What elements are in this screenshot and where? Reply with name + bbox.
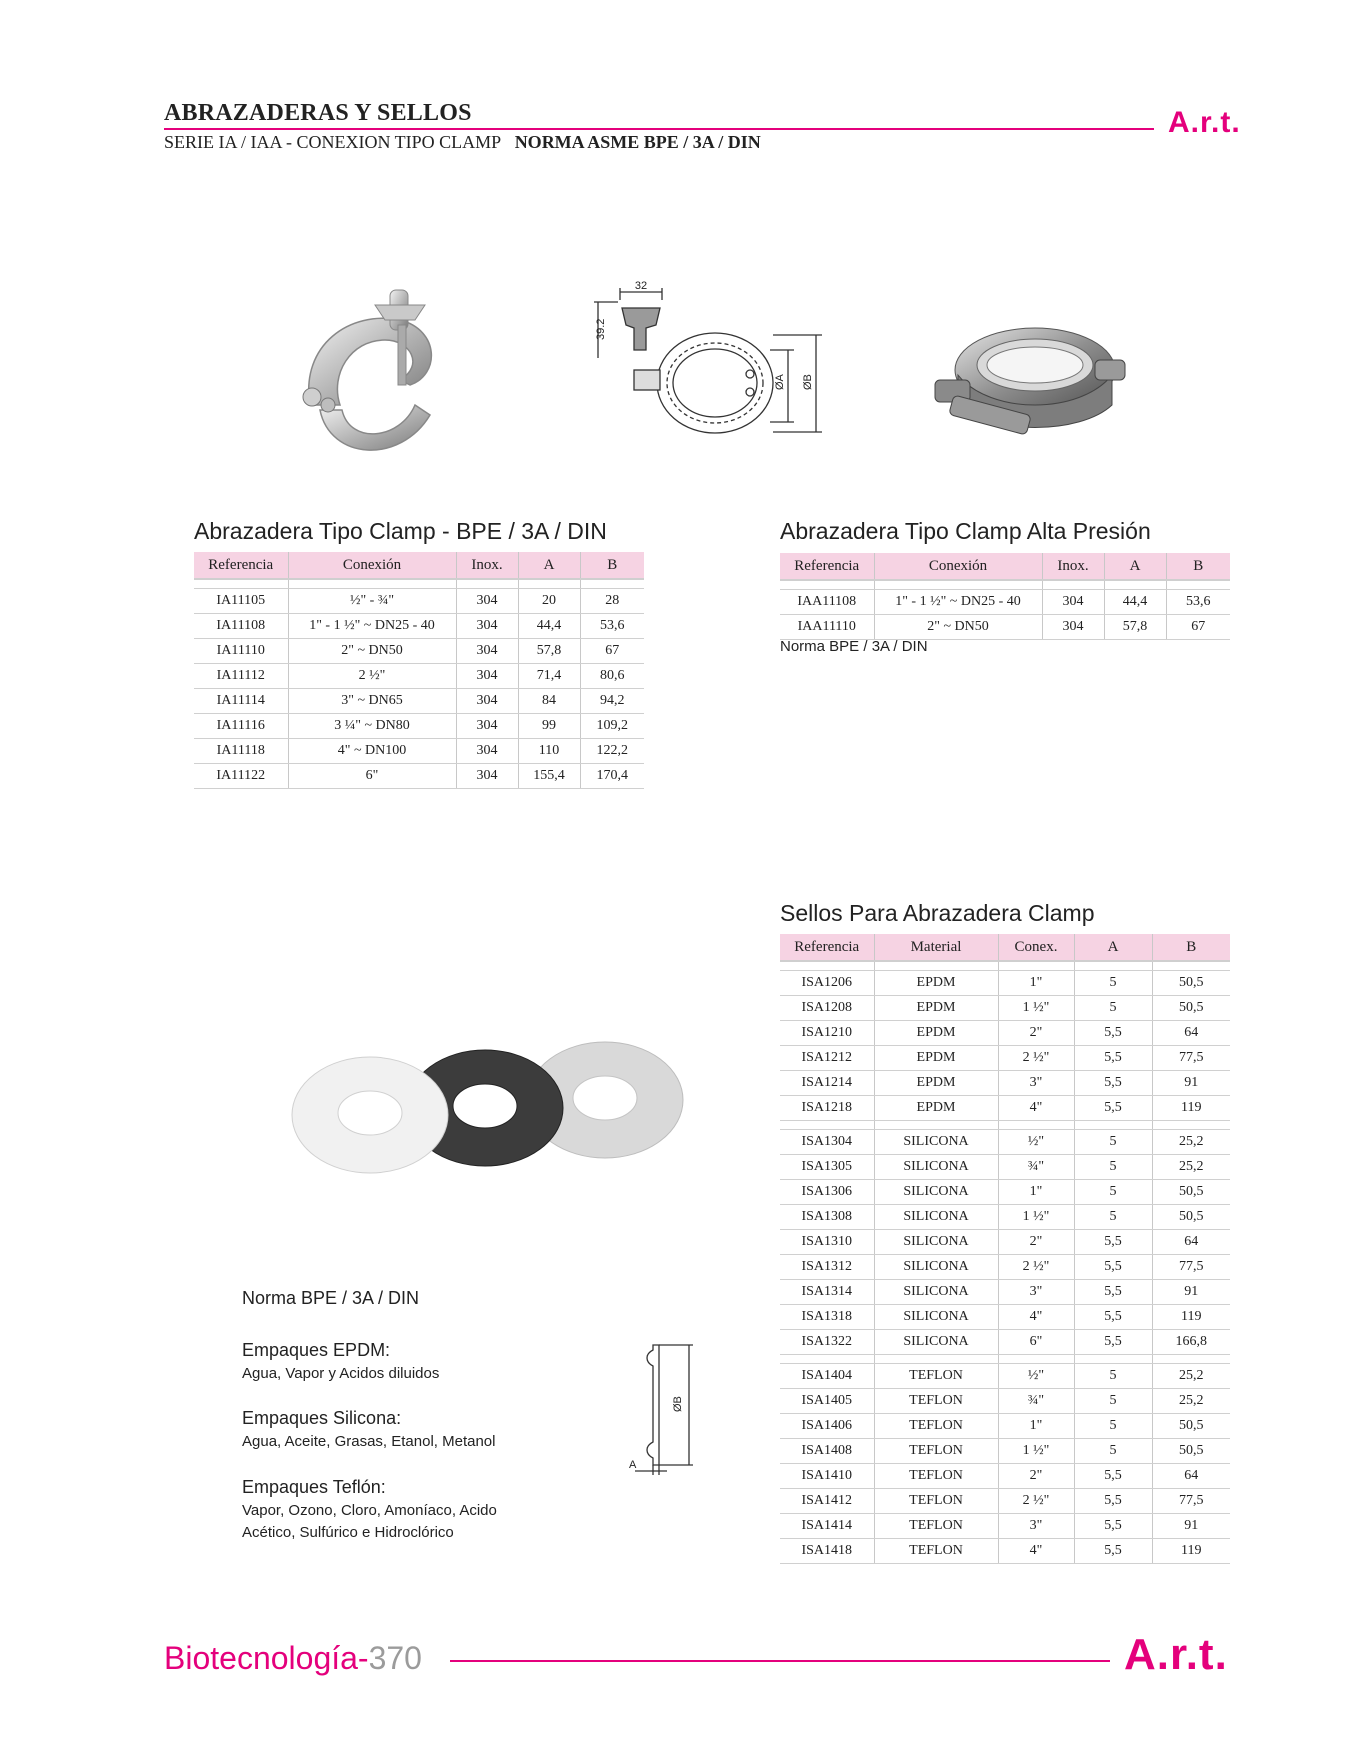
cell: SILICONA [874, 1280, 998, 1305]
cell: 77,5 [1152, 1046, 1230, 1071]
brand-logo: A.r.t. [1168, 106, 1241, 139]
table-row [780, 1539, 1230, 1564]
seal-dim-b-label: ØB [672, 1396, 684, 1412]
table-row [780, 1155, 1230, 1180]
cell: 3" [998, 1280, 1074, 1305]
cell: 2" [998, 1230, 1074, 1255]
cell: ISA1414 [780, 1514, 874, 1539]
col-header: Conexión [874, 553, 1042, 580]
table-row [780, 971, 1230, 996]
cell: 2" [998, 1464, 1074, 1489]
table-spacer-row [780, 580, 1230, 590]
col-header: Referencia [780, 934, 874, 961]
cell: ISA1310 [780, 1230, 874, 1255]
table-row [780, 1464, 1230, 1489]
cell: IA11122 [194, 764, 288, 789]
cell: 1" [998, 971, 1074, 996]
table-spacer-row [780, 1355, 1230, 1364]
table-row [780, 1180, 1230, 1205]
cell: 44,4 [1104, 590, 1166, 615]
cell: 5,5 [1074, 1230, 1152, 1255]
cell: SILICONA [874, 1205, 998, 1230]
cell: ISA1214 [780, 1071, 874, 1096]
cell: 28 [580, 589, 644, 614]
cell: 5,5 [1074, 1464, 1152, 1489]
cell: ISA1405 [780, 1389, 874, 1414]
table-row [194, 714, 644, 739]
table-row [780, 1514, 1230, 1539]
table-row [780, 1439, 1230, 1464]
cell: TEFLON [874, 1464, 998, 1489]
cell: 2" [998, 1021, 1074, 1046]
clamp-table [194, 552, 644, 789]
cell: 67 [1166, 615, 1230, 640]
cell: EPDM [874, 971, 998, 996]
cell: ISA1318 [780, 1305, 874, 1330]
cell: ISA1305 [780, 1155, 874, 1180]
cell: 77,5 [1152, 1489, 1230, 1514]
cell: 1" [998, 1180, 1074, 1205]
cell: ISA1208 [780, 996, 874, 1021]
table-row [194, 739, 644, 764]
cell: 50,5 [1152, 1205, 1230, 1230]
cell: TEFLON [874, 1539, 998, 1564]
footer-section [164, 1640, 422, 1677]
cell: 5 [1074, 1205, 1152, 1230]
cell: 5 [1074, 1414, 1152, 1439]
cell: ISA1410 [780, 1464, 874, 1489]
cell: 304 [456, 739, 518, 764]
cell: 2" ~ DN50 [874, 615, 1042, 640]
cell: 50,5 [1152, 971, 1230, 996]
cell: ISA1212 [780, 1046, 874, 1071]
page-title: ABRAZADERAS Y SELLOS [164, 100, 472, 126]
cell: 304 [1042, 615, 1104, 640]
table-row [780, 1414, 1230, 1439]
cell: 3 ¼" ~ DN80 [288, 714, 456, 739]
table-row [780, 1280, 1230, 1305]
cell: 5,5 [1074, 1021, 1152, 1046]
cell: 6" [998, 1330, 1074, 1355]
cell: 50,5 [1152, 996, 1230, 1021]
seals-table [780, 934, 1230, 1564]
cell: 50,5 [1152, 1180, 1230, 1205]
footer-divider [450, 1660, 1110, 1662]
dim-b-label: ØB [802, 374, 814, 390]
cell: 4" [998, 1539, 1074, 1564]
cell: 166,8 [1152, 1330, 1230, 1355]
teflon-text-1: Vapor, Ozono, Cloro, Amoníaco, Acido [242, 1502, 497, 1519]
cell: 1" - 1 ½" ~ DN25 - 40 [874, 590, 1042, 615]
cell: ¾" [998, 1389, 1074, 1414]
cell: 53,6 [580, 614, 644, 639]
table-row [780, 1230, 1230, 1255]
cell: 1 ½" [998, 1439, 1074, 1464]
cell: 5 [1074, 1364, 1152, 1389]
table-row [780, 1389, 1230, 1414]
cell: ISA1322 [780, 1330, 874, 1355]
cell: TEFLON [874, 1489, 998, 1514]
table3-title: Sellos Para Abrazadera Clamp [780, 900, 1095, 926]
clamp-technical-drawing [590, 280, 830, 450]
table2-title: Abrazadera Tipo Clamp Alta Presión [780, 518, 1151, 544]
table1-title: Abrazadera Tipo Clamp - BPE / 3A / DIN [194, 518, 607, 544]
col-header: A [1074, 934, 1152, 961]
seal-dim-a-label: A [629, 1459, 637, 1471]
cell: 5,5 [1074, 1255, 1152, 1280]
cell: 25,2 [1152, 1155, 1230, 1180]
cell: SILICONA [874, 1330, 998, 1355]
cell: 3" [998, 1514, 1074, 1539]
cell: IA11108 [194, 614, 288, 639]
cell: 64 [1152, 1230, 1230, 1255]
cell: 1" [998, 1414, 1074, 1439]
cell: 304 [456, 614, 518, 639]
cell: ISA1304 [780, 1130, 874, 1155]
cell: 5,5 [1074, 1071, 1152, 1096]
cell: EPDM [874, 1096, 998, 1121]
table-row [780, 1046, 1230, 1071]
cell: 122,2 [580, 739, 644, 764]
col-header: Referencia [780, 553, 874, 580]
cell: ISA1412 [780, 1489, 874, 1514]
cell: 304 [456, 589, 518, 614]
cell: TEFLON [874, 1364, 998, 1389]
cell: IA11112 [194, 664, 288, 689]
cell: 5,5 [1074, 1489, 1152, 1514]
cell: 84 [518, 689, 580, 714]
cell: 67 [580, 639, 644, 664]
dim-39-label: 39.2 [595, 318, 607, 340]
cell: 25,2 [1152, 1364, 1230, 1389]
table-row [780, 996, 1230, 1021]
table-spacer-row [780, 961, 1230, 971]
cell: IA11116 [194, 714, 288, 739]
footer-logo: A.r.t. [1124, 1630, 1228, 1679]
cell: 94,2 [580, 689, 644, 714]
cell: TEFLON [874, 1439, 998, 1464]
table-row [780, 1364, 1230, 1389]
cell: ISA1210 [780, 1021, 874, 1046]
table-spacer-row [194, 579, 644, 589]
table-row [194, 689, 644, 714]
cell: 2" ~ DN50 [288, 639, 456, 664]
cell: EPDM [874, 1046, 998, 1071]
cell: 119 [1152, 1096, 1230, 1121]
cell: 3" [998, 1071, 1074, 1096]
page-number: 370 [368, 1640, 422, 1676]
cell: 119 [1152, 1539, 1230, 1564]
cell: 170,4 [580, 764, 644, 789]
table-row [780, 615, 1230, 640]
cell: IA11118 [194, 739, 288, 764]
cell: 5 [1074, 996, 1152, 1021]
cell: 304 [456, 664, 518, 689]
cell: 64 [1152, 1464, 1230, 1489]
cell: ISA1206 [780, 971, 874, 996]
dim-32-label: 32 [634, 280, 648, 292]
col-header: Conex. [998, 934, 1074, 961]
col-header: B [1166, 553, 1230, 580]
cell: SILICONA [874, 1155, 998, 1180]
cell: ISA1408 [780, 1439, 874, 1464]
cell: 80,6 [580, 664, 644, 689]
cell: 1" - 1 ½" ~ DN25 - 40 [288, 614, 456, 639]
cell: ISA1418 [780, 1539, 874, 1564]
cell: SILICONA [874, 1180, 998, 1205]
cell: 5 [1074, 1130, 1152, 1155]
cell: 3" ~ DN65 [288, 689, 456, 714]
cell: 25,2 [1152, 1130, 1230, 1155]
cell: IA11114 [194, 689, 288, 714]
table-row [780, 1130, 1230, 1155]
table-row [780, 1021, 1230, 1046]
col-header: A [1104, 553, 1166, 580]
cell: 5 [1074, 1180, 1152, 1205]
cell: 5 [1074, 1155, 1152, 1180]
table-row [194, 639, 644, 664]
cell: 91 [1152, 1280, 1230, 1305]
epdm-text: Agua, Vapor y Acidos diluidos [242, 1365, 440, 1382]
table-row [194, 614, 644, 639]
col-header: Inox. [1042, 553, 1104, 580]
col-header: Referencia [194, 552, 288, 579]
cell: 110 [518, 739, 580, 764]
cell: 6" [288, 764, 456, 789]
teflon-title: Empaques Teflón: [242, 1477, 386, 1497]
header-divider [164, 128, 1154, 130]
cell: IAA11110 [780, 615, 874, 640]
cell: 5,5 [1074, 1096, 1152, 1121]
cell: EPDM [874, 1071, 998, 1096]
cell: ISA1308 [780, 1205, 874, 1230]
cell: 304 [456, 764, 518, 789]
table-row [780, 1489, 1230, 1514]
cell: TEFLON [874, 1514, 998, 1539]
cell: 77,5 [1152, 1255, 1230, 1280]
cell: EPDM [874, 1021, 998, 1046]
cell: 4" [998, 1305, 1074, 1330]
table-row [780, 1096, 1230, 1121]
cell: ½" [998, 1364, 1074, 1389]
table-spacer-row [780, 1121, 1230, 1130]
cell: 2 ½" [998, 1489, 1074, 1514]
cell: 304 [1042, 590, 1104, 615]
table-row [780, 1071, 1230, 1096]
cell: 5 [1074, 1389, 1152, 1414]
cell: 44,4 [518, 614, 580, 639]
cell: ISA1312 [780, 1255, 874, 1280]
col-header: Conexión [288, 552, 456, 579]
table-header-row [780, 934, 1230, 961]
cell: 71,4 [518, 664, 580, 689]
table-row [194, 764, 644, 789]
cell: IAA11108 [780, 590, 874, 615]
cell: 4" ~ DN100 [288, 739, 456, 764]
subtitle-norma: NORMA ASME BPE / 3A / DIN [514, 132, 761, 152]
cell: SILICONA [874, 1230, 998, 1255]
cell: SILICONA [874, 1305, 998, 1330]
epdm-title: Empaques EPDM: [242, 1340, 391, 1360]
cell: ISA1314 [780, 1280, 874, 1305]
seals-table-body [780, 961, 1230, 1564]
seals-norma: Norma BPE / 3A / DIN [242, 1288, 420, 1308]
cell: 53,6 [1166, 590, 1230, 615]
cell: 2 ½" [998, 1255, 1074, 1280]
table-row [194, 664, 644, 689]
seal-profile-drawing [615, 1340, 705, 1480]
cell: 119 [1152, 1305, 1230, 1330]
cell: ½" [998, 1130, 1074, 1155]
cell: 2 ½" [998, 1046, 1074, 1071]
cell: 1 ½" [998, 996, 1074, 1021]
silicona-title: Empaques Silicona: [242, 1408, 402, 1428]
cell: ISA1306 [780, 1180, 874, 1205]
col-header: B [580, 552, 644, 579]
table-header-row [194, 552, 644, 579]
col-header: A [518, 552, 580, 579]
cell: 5 [1074, 971, 1152, 996]
cell: 5,5 [1074, 1514, 1152, 1539]
cell: TEFLON [874, 1414, 998, 1439]
cell: EPDM [874, 996, 998, 1021]
table-row [194, 589, 644, 614]
high-pressure-table [780, 553, 1230, 640]
cell: 57,8 [518, 639, 580, 664]
cell: 304 [456, 639, 518, 664]
cell: ISA1406 [780, 1414, 874, 1439]
dim-a-label: ØA [774, 374, 786, 390]
seals-photo [280, 1030, 690, 1180]
cell: 20 [518, 589, 580, 614]
table-row [780, 1305, 1230, 1330]
cell: ½" - ¾" [288, 589, 456, 614]
cell: 109,2 [580, 714, 644, 739]
cell: ISA1218 [780, 1096, 874, 1121]
clamp-table-body [194, 579, 644, 789]
cell: 5,5 [1074, 1539, 1152, 1564]
col-header: B [1152, 934, 1230, 961]
cell: 50,5 [1152, 1414, 1230, 1439]
cell: 25,2 [1152, 1389, 1230, 1414]
clamp-photo [290, 285, 480, 475]
cell: ¾" [998, 1155, 1074, 1180]
cell: 91 [1152, 1071, 1230, 1096]
table-row [780, 590, 1230, 615]
cell: 5 [1074, 1439, 1152, 1464]
cell: 4" [998, 1096, 1074, 1121]
table-row [780, 1205, 1230, 1230]
cell: 57,8 [1104, 615, 1166, 640]
cell: SILICONA [874, 1255, 998, 1280]
teflon-text-2: Acético, Sulfúrico e Hidroclórico [242, 1524, 454, 1541]
cell: SILICONA [874, 1130, 998, 1155]
cell: 1 ½" [998, 1205, 1074, 1230]
footer-section-name: Biotecnología- [164, 1640, 369, 1676]
cell: 5,5 [1074, 1280, 1152, 1305]
cell: 155,4 [518, 764, 580, 789]
cell: 5,5 [1074, 1330, 1152, 1355]
col-header: Material [874, 934, 998, 961]
silicona-text: Agua, Aceite, Grasas, Etanol, Metanol [242, 1433, 496, 1450]
col-header: Inox. [456, 552, 518, 579]
cell: 2 ½" [288, 664, 456, 689]
cell: 50,5 [1152, 1439, 1230, 1464]
high-pressure-clamp-photo [930, 310, 1140, 460]
table-header-row [780, 553, 1230, 580]
cell: 64 [1152, 1021, 1230, 1046]
table-row [780, 1330, 1230, 1355]
cell: 304 [456, 714, 518, 739]
cell: 99 [518, 714, 580, 739]
table2-note: Norma BPE / 3A / DIN [780, 638, 928, 655]
cell: IA11110 [194, 639, 288, 664]
cell: 5,5 [1074, 1046, 1152, 1071]
cell: ISA1404 [780, 1364, 874, 1389]
cell: 304 [456, 689, 518, 714]
cell: IA11105 [194, 589, 288, 614]
table-row [780, 1255, 1230, 1280]
cell: 91 [1152, 1514, 1230, 1539]
page-subtitle [164, 132, 761, 153]
cell: TEFLON [874, 1389, 998, 1414]
cell: 5,5 [1074, 1305, 1152, 1330]
subtitle-series: SERIE IA / IAA - CONEXION TIPO CLAMP [164, 132, 502, 152]
